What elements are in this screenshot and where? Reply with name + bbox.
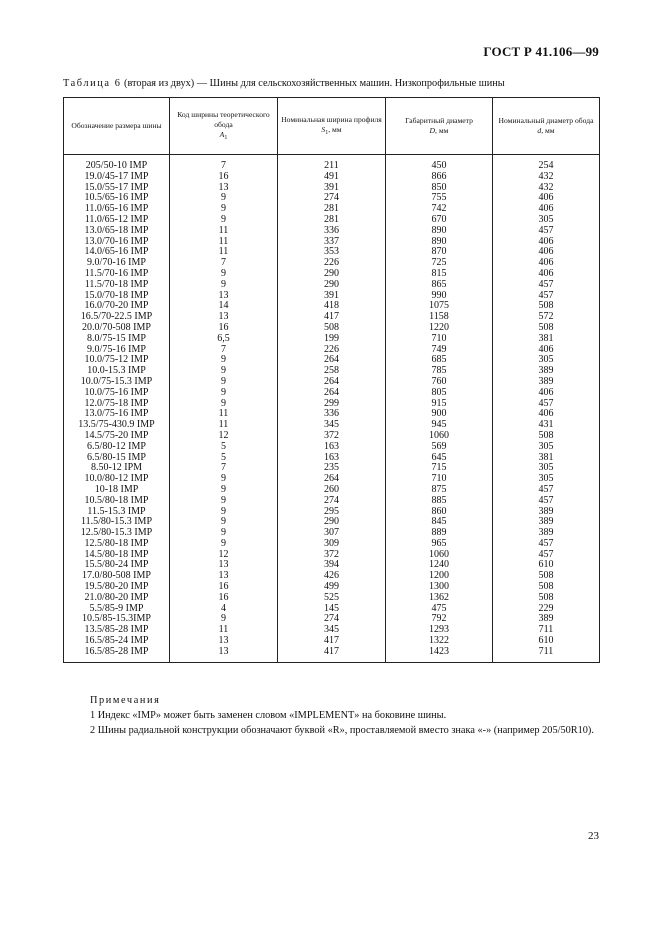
cell-rim-width-code: 16	[170, 323, 278, 334]
cell-tire-size: 8.0/75-15 IMP	[64, 334, 170, 345]
cell-rim-diameter: 406	[493, 269, 600, 280]
cell-section-width: 372	[278, 550, 386, 561]
cell-section-width: 290	[278, 269, 386, 280]
cell-tire-size: 13.0/70-16 IMP	[64, 237, 170, 248]
cell-tire-size: 10.0/75-12 IMP	[64, 355, 170, 366]
cell-rim-width-code: 4	[170, 604, 278, 615]
cell-rim-diameter: 406	[493, 388, 600, 399]
cell-tire-size: 12.5/80-18 IMP	[64, 539, 170, 550]
cell-rim-width-code: 9	[170, 355, 278, 366]
cell-tire-size: 16.5/85-28 IMP	[64, 647, 170, 662]
cell-section-width: 499	[278, 582, 386, 593]
table-row	[64, 172, 600, 183]
cell-section-width: 211	[278, 161, 386, 172]
cell-overall-diameter: 866	[386, 172, 493, 183]
cell-rim-diameter: 389	[493, 377, 600, 388]
cell-rim-width-code: 9	[170, 269, 278, 280]
cell-tire-size: 13.0/75-16 IMP	[64, 409, 170, 420]
cell-rim-width-code: 9	[170, 388, 278, 399]
cell-rim-width-code: 7	[170, 345, 278, 356]
cell-overall-diameter: 450	[386, 161, 493, 172]
header-section-width: Номинальная ширина профиля $S_1$, мм	[278, 98, 386, 155]
cell-section-width: 281	[278, 204, 386, 215]
cell-rim-width-code: 5	[170, 453, 278, 464]
cell-tire-size: 11.0/65-12 IMP	[64, 215, 170, 226]
cell-rim-width-code: 13	[170, 183, 278, 194]
cell-overall-diameter: 1423	[386, 647, 493, 662]
cell-section-width: 309	[278, 539, 386, 550]
cell-overall-diameter: 710	[386, 334, 493, 345]
cell-rim-width-code: 13	[170, 571, 278, 582]
cell-rim-diameter: 457	[493, 280, 600, 291]
cell-rim-width-code: 13	[170, 312, 278, 323]
cell-section-width: 426	[278, 571, 386, 582]
document-header: ГОСТ Р 41.106—99	[483, 44, 599, 59]
cell-tire-size: 16.5/70-22.5 IMP	[64, 312, 170, 323]
cell-overall-diameter: 1300	[386, 582, 493, 593]
cell-rim-diameter: 711	[493, 625, 600, 636]
cell-rim-diameter: 406	[493, 409, 600, 420]
cell-overall-diameter: 1322	[386, 636, 493, 647]
cell-rim-diameter: 305	[493, 463, 600, 474]
cell-tire-size: 15.5/80-24 IMP	[64, 560, 170, 571]
cell-tire-size: 10-18 IMP	[64, 485, 170, 496]
cell-tire-size: 15.0/70-18 IMP	[64, 291, 170, 302]
cell-section-width: 163	[278, 442, 386, 453]
note-1: 1 Индекс «IMP» может быть заменен словом «IMPLEMENT» на боковине шины.	[90, 710, 447, 721]
cell-tire-size: 14.5/80-18 IMP	[64, 550, 170, 561]
cell-rim-diameter: 508	[493, 582, 600, 593]
cell-rim-diameter: 305	[493, 355, 600, 366]
cell-overall-diameter: 875	[386, 485, 493, 496]
cell-rim-width-code: 9	[170, 539, 278, 550]
cell-rim-width-code: 16	[170, 172, 278, 183]
cell-section-width: 264	[278, 355, 386, 366]
cell-rim-diameter: 508	[493, 593, 600, 604]
cell-tire-size: 11.5-15.3 IMP	[64, 507, 170, 518]
cell-tire-size: 10.5/80-18 IMP	[64, 496, 170, 507]
cell-section-width: 417	[278, 647, 386, 662]
table-header-row	[64, 98, 600, 155]
cell-rim-diameter: 381	[493, 334, 600, 345]
cell-tire-size: 12.5/80-15.3 IMP	[64, 528, 170, 539]
notes-section	[63, 693, 603, 738]
cell-section-width: 394	[278, 560, 386, 571]
cell-section-width: 391	[278, 291, 386, 302]
cell-overall-diameter: 865	[386, 280, 493, 291]
cell-overall-diameter: 1362	[386, 593, 493, 604]
cell-section-width: 336	[278, 409, 386, 420]
cell-section-width: 274	[278, 614, 386, 625]
table-row	[64, 334, 600, 345]
cell-tire-size: 17.0/80-508 IMP	[64, 571, 170, 582]
cell-section-width: 264	[278, 388, 386, 399]
cell-overall-diameter: 965	[386, 539, 493, 550]
cell-tire-size: 11.5/80-15.3 IMP	[64, 517, 170, 528]
cell-tire-size: 13.5/75-430.9 IMP	[64, 420, 170, 431]
cell-tire-size: 9.0/75-16 IMP	[64, 345, 170, 356]
cell-rim-width-code: 16	[170, 593, 278, 604]
cell-tire-size: 6.5/80-15 IMP	[64, 453, 170, 464]
cell-overall-diameter: 1293	[386, 625, 493, 636]
cell-overall-diameter: 749	[386, 345, 493, 356]
cell-rim-diameter: 305	[493, 442, 600, 453]
cell-rim-diameter: 229	[493, 604, 600, 615]
cell-rim-width-code: 7	[170, 463, 278, 474]
cell-section-width: 491	[278, 172, 386, 183]
cell-overall-diameter: 760	[386, 377, 493, 388]
table-row	[64, 280, 600, 291]
cell-rim-width-code: 9	[170, 474, 278, 485]
cell-tire-size: 10.5/85-15.3IMP	[64, 614, 170, 625]
cell-overall-diameter: 915	[386, 399, 493, 410]
cell-overall-diameter: 945	[386, 420, 493, 431]
cell-tire-size: 19.5/80-20 IMP	[64, 582, 170, 593]
note-2: 2 Шины радиальной конструкции обозначают буквой «R», проставляемой вместо знака «-» (например 205/50R10).	[90, 725, 594, 736]
cell-rim-diameter: 406	[493, 247, 600, 258]
table-caption-lead: Таблица 6	[63, 78, 122, 89]
cell-tire-size: 16.5/85-24 IMP	[64, 636, 170, 647]
cell-tire-size: 11.5/70-16 IMP	[64, 269, 170, 280]
cell-overall-diameter: 755	[386, 193, 493, 204]
cell-overall-diameter: 815	[386, 269, 493, 280]
cell-rim-diameter: 389	[493, 517, 600, 528]
table-row	[64, 496, 600, 507]
cell-section-width: 260	[278, 485, 386, 496]
cell-overall-diameter: 900	[386, 409, 493, 420]
cell-rim-width-code: 11	[170, 226, 278, 237]
header-rim-diameter: Номинальный диаметр обода d, мм	[493, 98, 600, 155]
cell-tire-size: 14.5/75-20 IMP	[64, 431, 170, 442]
header-overall-diameter: Габаритный диаметр D, мм	[386, 98, 493, 155]
cell-rim-diameter: 457	[493, 550, 600, 561]
cell-rim-diameter: 711	[493, 647, 600, 662]
cell-rim-diameter: 406	[493, 237, 600, 248]
cell-rim-diameter: 610	[493, 560, 600, 571]
cell-rim-width-code: 7	[170, 258, 278, 269]
cell-overall-diameter: 1240	[386, 560, 493, 571]
cell-section-width: 345	[278, 625, 386, 636]
cell-rim-width-code: 9	[170, 507, 278, 518]
cell-section-width: 290	[278, 517, 386, 528]
cell-rim-diameter: 457	[493, 496, 600, 507]
cell-rim-diameter: 406	[493, 258, 600, 269]
tire-table	[63, 97, 600, 663]
cell-rim-diameter: 389	[493, 366, 600, 377]
cell-rim-width-code: 9	[170, 528, 278, 539]
cell-rim-width-code: 9	[170, 280, 278, 291]
cell-section-width: 264	[278, 377, 386, 388]
cell-section-width: 508	[278, 323, 386, 334]
cell-overall-diameter: 870	[386, 247, 493, 258]
cell-rim-width-code: 14	[170, 301, 278, 312]
table-row	[64, 226, 600, 237]
cell-rim-diameter: 508	[493, 323, 600, 334]
cell-section-width: 353	[278, 247, 386, 258]
cell-section-width: 345	[278, 420, 386, 431]
cell-rim-width-code: 11	[170, 237, 278, 248]
cell-rim-width-code: 11	[170, 409, 278, 420]
cell-rim-diameter: 254	[493, 161, 600, 172]
cell-tire-size: 8.50-12 IPM	[64, 463, 170, 474]
cell-rim-width-code: 12	[170, 550, 278, 561]
cell-rim-diameter: 610	[493, 636, 600, 647]
notes-title: Примечания	[90, 695, 161, 706]
cell-tire-size: 15.0/55-17 IMP	[64, 183, 170, 194]
cell-rim-width-code: 11	[170, 247, 278, 258]
cell-tire-size: 9.0/70-16 IMP	[64, 258, 170, 269]
cell-overall-diameter: 890	[386, 226, 493, 237]
cell-rim-diameter: 389	[493, 614, 600, 625]
cell-section-width: 295	[278, 507, 386, 518]
cell-overall-diameter: 885	[386, 496, 493, 507]
cell-section-width: 226	[278, 258, 386, 269]
cell-rim-diameter: 381	[493, 453, 600, 464]
cell-overall-diameter: 1075	[386, 301, 493, 312]
cell-overall-diameter: 710	[386, 474, 493, 485]
cell-rim-width-code: 7	[170, 161, 278, 172]
table-row	[64, 388, 600, 399]
cell-overall-diameter: 845	[386, 517, 493, 528]
cell-rim-width-code: 9	[170, 366, 278, 377]
cell-rim-diameter: 432	[493, 183, 600, 194]
cell-rim-width-code: 5	[170, 442, 278, 453]
cell-tire-size: 5.5/85-9 IMP	[64, 604, 170, 615]
cell-rim-diameter: 457	[493, 399, 600, 410]
cell-section-width: 307	[278, 528, 386, 539]
cell-rim-diameter: 389	[493, 528, 600, 539]
cell-section-width: 336	[278, 226, 386, 237]
cell-rim-width-code: 9	[170, 399, 278, 410]
header-rim-width-code: Код ширины теоретического обода $A_1$	[170, 98, 278, 155]
cell-overall-diameter: 890	[386, 237, 493, 248]
cell-rim-width-code: 13	[170, 291, 278, 302]
cell-overall-diameter: 1060	[386, 550, 493, 561]
cell-section-width: 418	[278, 301, 386, 312]
cell-section-width: 274	[278, 193, 386, 204]
cell-section-width: 235	[278, 463, 386, 474]
table-caption	[63, 78, 603, 89]
cell-rim-diameter: 457	[493, 485, 600, 496]
table-row	[64, 647, 600, 662]
cell-tire-size: 10.0-15.3 IMP	[64, 366, 170, 377]
cell-tire-size: 14.0/65-16 IMP	[64, 247, 170, 258]
cell-rim-width-code: 9	[170, 614, 278, 625]
cell-rim-diameter: 508	[493, 431, 600, 442]
cell-rim-width-code: 9	[170, 517, 278, 528]
cell-rim-diameter: 406	[493, 345, 600, 356]
cell-overall-diameter: 569	[386, 442, 493, 453]
cell-tire-size: 20.0/70-508 IMP	[64, 323, 170, 334]
cell-section-width: 391	[278, 183, 386, 194]
cell-tire-size: 21.0/80-20 IMP	[64, 593, 170, 604]
cell-tire-size: 10.0/75-15.3 IMP	[64, 377, 170, 388]
cell-rim-diameter: 457	[493, 291, 600, 302]
cell-rim-width-code: 6,5	[170, 334, 278, 345]
cell-overall-diameter: 1060	[386, 431, 493, 442]
cell-rim-width-code: 9	[170, 485, 278, 496]
cell-overall-diameter: 889	[386, 528, 493, 539]
cell-rim-width-code: 12	[170, 431, 278, 442]
cell-rim-diameter: 432	[493, 172, 600, 183]
cell-overall-diameter: 792	[386, 614, 493, 625]
cell-rim-diameter: 406	[493, 193, 600, 204]
cell-section-width: 264	[278, 474, 386, 485]
page-number: 23	[588, 830, 599, 842]
cell-overall-diameter: 850	[386, 183, 493, 194]
cell-overall-diameter: 685	[386, 355, 493, 366]
table-row	[64, 442, 600, 453]
cell-section-width: 163	[278, 453, 386, 464]
cell-section-width: 417	[278, 312, 386, 323]
cell-rim-width-code: 13	[170, 560, 278, 571]
cell-overall-diameter: 475	[386, 604, 493, 615]
cell-overall-diameter: 715	[386, 463, 493, 474]
cell-section-width: 199	[278, 334, 386, 345]
cell-section-width: 299	[278, 399, 386, 410]
cell-tire-size: 11.0/65-16 IMP	[64, 204, 170, 215]
cell-overall-diameter: 990	[386, 291, 493, 302]
cell-tire-size: 6.5/80-12 IMP	[64, 442, 170, 453]
cell-section-width: 290	[278, 280, 386, 291]
cell-rim-width-code: 9	[170, 215, 278, 226]
cell-overall-diameter: 1200	[386, 571, 493, 582]
cell-rim-width-code: 9	[170, 496, 278, 507]
cell-rim-diameter: 572	[493, 312, 600, 323]
cell-rim-width-code: 11	[170, 420, 278, 431]
cell-tire-size: 12.0/75-18 IMP	[64, 399, 170, 410]
cell-overall-diameter: 805	[386, 388, 493, 399]
cell-overall-diameter: 1158	[386, 312, 493, 323]
cell-rim-width-code: 13	[170, 647, 278, 662]
cell-tire-size: 13.0/65-18 IMP	[64, 226, 170, 237]
cell-rim-diameter: 305	[493, 474, 600, 485]
cell-rim-diameter: 431	[493, 420, 600, 431]
cell-rim-width-code: 9	[170, 204, 278, 215]
cell-section-width: 274	[278, 496, 386, 507]
cell-overall-diameter: 670	[386, 215, 493, 226]
cell-section-width: 226	[278, 345, 386, 356]
header-tire-size: Обозначение размера шины	[64, 98, 170, 155]
cell-rim-diameter: 508	[493, 301, 600, 312]
cell-rim-diameter: 457	[493, 539, 600, 550]
cell-tire-size: 16.0/70-20 IMP	[64, 301, 170, 312]
table-body	[64, 155, 600, 663]
cell-overall-diameter: 785	[386, 366, 493, 377]
cell-rim-diameter: 457	[493, 226, 600, 237]
cell-rim-width-code: 9	[170, 377, 278, 388]
cell-tire-size: 10.5/65-16 IMP	[64, 193, 170, 204]
cell-overall-diameter: 860	[386, 507, 493, 518]
cell-rim-width-code: 9	[170, 193, 278, 204]
cell-overall-diameter: 645	[386, 453, 493, 464]
cell-tire-size: 10.0/80-12 IMP	[64, 474, 170, 485]
cell-section-width: 417	[278, 636, 386, 647]
cell-overall-diameter: 1220	[386, 323, 493, 334]
cell-tire-size: 10.0/75-16 IMP	[64, 388, 170, 399]
cell-rim-width-code: 13	[170, 636, 278, 647]
cell-section-width: 145	[278, 604, 386, 615]
cell-tire-size: 205/50-10 IMP	[64, 161, 170, 172]
cell-rim-diameter: 389	[493, 507, 600, 518]
cell-tire-size: 11.5/70-18 IMP	[64, 280, 170, 291]
cell-rim-diameter: 508	[493, 571, 600, 582]
cell-rim-diameter: 305	[493, 215, 600, 226]
cell-section-width: 281	[278, 215, 386, 226]
cell-section-width: 337	[278, 237, 386, 248]
cell-section-width: 258	[278, 366, 386, 377]
table-caption-text: (вторая из двух) — Шины для сельскохозяйственных машин. Низкопрофильные шины	[121, 78, 505, 89]
cell-rim-width-code: 16	[170, 582, 278, 593]
cell-overall-diameter: 742	[386, 204, 493, 215]
cell-section-width: 372	[278, 431, 386, 442]
cell-tire-size: 19.0/45-17 IMP	[64, 172, 170, 183]
cell-rim-diameter: 406	[493, 204, 600, 215]
cell-tire-size: 13.5/85-28 IMP	[64, 625, 170, 636]
cell-section-width: 525	[278, 593, 386, 604]
cell-overall-diameter: 725	[386, 258, 493, 269]
cell-rim-width-code: 11	[170, 625, 278, 636]
